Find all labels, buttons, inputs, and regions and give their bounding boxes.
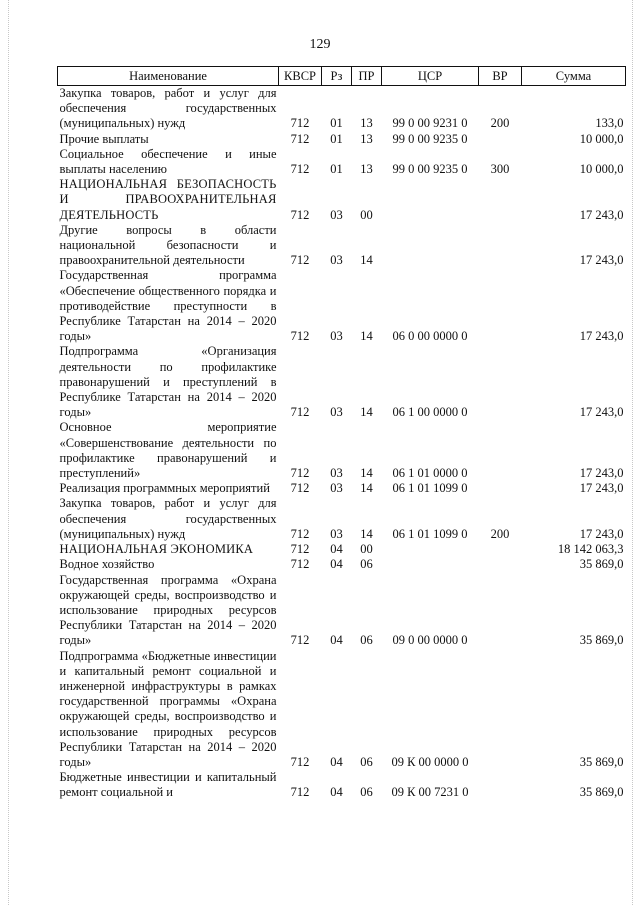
cell-kvsr: 712 <box>290 329 310 344</box>
cell-pr: 14 <box>360 526 373 541</box>
cell-vr <box>479 268 522 344</box>
cell-sum: 35 869,0 <box>579 754 624 769</box>
cell-rz: 03 <box>330 481 343 496</box>
cell-rz: 03 <box>330 526 343 541</box>
cell-vr <box>479 481 522 496</box>
cell-name: Другие вопросы в области национальной безопасности и правоохранительной деятельности <box>59 222 277 268</box>
table-row <box>58 132 626 147</box>
table-row <box>58 223 626 269</box>
header-pr: ПР <box>352 67 382 86</box>
cell-rz: 03 <box>330 466 343 481</box>
cell-vr <box>479 649 522 771</box>
cell-sum: 17 243,0 <box>579 207 624 222</box>
cell-vr <box>479 344 522 420</box>
cell-csr: 99 0 00 9235 0 <box>392 162 468 177</box>
cell-vr: 300 <box>490 162 510 177</box>
cell-kvsr: 712 <box>290 785 310 800</box>
cell-kvsr: 712 <box>290 405 310 420</box>
header-kvsr: КВСР <box>279 67 322 86</box>
cell-kvsr: 712 <box>290 207 310 222</box>
header-csr: ЦСР <box>382 67 479 86</box>
cell-csr: 99 0 00 9235 0 <box>392 131 468 146</box>
cell-name: Бюджетные инвестиции и капитальный ремонт социальной и <box>59 770 277 800</box>
cell-csr <box>382 557 479 572</box>
cell-kvsr: 712 <box>290 481 310 496</box>
cell-sum: 35 869,0 <box>579 633 624 648</box>
cell-name: Государственная программа «Обеспечение общественного порядка и противодействие преступности в Республике Татарстан на 2014 – 2020 годы» <box>59 268 277 344</box>
cell-kvsr: 712 <box>290 526 310 541</box>
scan-edge-left <box>8 0 9 905</box>
cell-pr: 13 <box>360 131 373 146</box>
table-row <box>58 481 626 496</box>
header-vr: ВР <box>479 67 522 86</box>
cell-sum: 133,0 <box>595 116 624 131</box>
cell-kvsr: 712 <box>290 116 310 131</box>
cell-rz: 04 <box>330 542 343 557</box>
table-row <box>58 86 626 132</box>
cell-pr: 14 <box>360 481 373 496</box>
page-number: 129 <box>309 37 331 52</box>
cell-csr: 06 0 00 0000 0 <box>392 329 468 344</box>
cell-sum: 17 243,0 <box>579 481 624 496</box>
cell-pr: 00 <box>360 207 373 222</box>
cell-kvsr: 712 <box>290 557 310 572</box>
cell-sum: 17 243,0 <box>579 329 624 344</box>
cell-sum: 17 243,0 <box>579 253 624 268</box>
scan-edge-right <box>632 0 633 905</box>
cell-sum: 17 243,0 <box>579 526 624 541</box>
cell-pr: 14 <box>360 253 373 268</box>
cell-name: Прочие выплаты <box>59 131 149 146</box>
cell-rz: 01 <box>330 162 343 177</box>
cell-pr: 13 <box>360 162 373 177</box>
cell-csr <box>382 223 479 269</box>
cell-csr <box>382 542 479 557</box>
cell-rz: 01 <box>330 131 343 146</box>
cell-rz: 04 <box>330 557 343 572</box>
cell-pr: 14 <box>360 466 373 481</box>
cell-name: НАЦИОНАЛЬНАЯ БЕЗОПАСНОСТЬ И ПРАВООХРАНИТЕЛЬНАЯ ДЕЯТЕЛЬНОСТЬ <box>59 177 277 222</box>
cell-pr: 06 <box>360 557 373 572</box>
table-row <box>58 573 626 649</box>
cell-kvsr: 712 <box>290 466 310 481</box>
cell-name: Подпрограмма «Бюджетные инвестиции и капитальный ремонт социальной и инженерной инфраструктуры в рамках государственной программы «Охрана окружающей среды, воспроизводство и использование природных ресурсов Республики Татарстан на 2014 – 2020 годы» <box>59 648 277 769</box>
cell-csr <box>382 177 479 223</box>
table-row <box>58 344 626 420</box>
cell-vr <box>479 770 522 800</box>
cell-name: Реализация программных мероприятий <box>59 481 270 496</box>
cell-vr <box>479 420 522 481</box>
cell-vr <box>479 177 522 223</box>
cell-csr: 09 0 00 0000 0 <box>392 633 468 648</box>
cell-rz: 04 <box>330 754 343 769</box>
cell-vr <box>479 542 522 557</box>
cell-pr: 06 <box>360 633 373 648</box>
cell-kvsr: 712 <box>290 754 310 769</box>
cell-name: Подпрограмма «Организация деятельности по профилактике правонарушений и преступлений в Республике Татарстан на 2014 – 2020 годы» <box>59 344 277 420</box>
cell-sum: 10 000,0 <box>579 162 624 177</box>
header-name: Наименование <box>58 67 279 86</box>
cell-vr: 200 <box>490 526 510 541</box>
cell-kvsr: 712 <box>290 253 310 268</box>
cell-rz: 03 <box>330 405 343 420</box>
cell-pr: 14 <box>360 405 373 420</box>
table-header-row <box>58 67 626 86</box>
cell-csr: 06 1 01 1099 0 <box>392 481 468 496</box>
cell-name: Государственная программа «Охрана окружающей среды, воспроизводство и использование природных ресурсов Республики Татарстан на 2014 – 2020 годы» <box>59 572 277 648</box>
cell-name: Основное мероприятие «Совершенствование деятельности по профилактике правонарушений и преступлений» <box>59 420 277 481</box>
table-row <box>58 649 626 771</box>
cell-sum: 35 869,0 <box>579 785 624 800</box>
cell-name: Закупка товаров, работ и услуг для обеспечения государственных (муниципальных) нужд <box>59 496 277 541</box>
cell-rz: 04 <box>330 633 343 648</box>
table-row <box>58 770 626 800</box>
cell-vr <box>479 557 522 572</box>
table-row <box>58 268 626 344</box>
cell-name: Водное хозяйство <box>59 557 155 572</box>
header-rz: Рз <box>322 67 352 86</box>
cell-vr <box>479 223 522 269</box>
cell-sum: 10 000,0 <box>579 131 624 146</box>
cell-rz: 03 <box>330 207 343 222</box>
cell-csr: 09 К 00 0000 0 <box>391 754 469 769</box>
cell-rz: 03 <box>330 253 343 268</box>
cell-sum: 18 142 063,3 <box>557 542 624 557</box>
header-sum: Сумма <box>522 67 626 86</box>
table-row <box>58 557 626 572</box>
cell-csr: 06 1 00 0000 0 <box>392 405 468 420</box>
cell-csr: 06 1 01 0000 0 <box>392 466 468 481</box>
cell-name: НАЦИОНАЛЬНАЯ ЭКОНОМИКА <box>59 542 254 557</box>
cell-csr: 06 1 01 1099 0 <box>392 526 468 541</box>
cell-pr: 06 <box>360 785 373 800</box>
cell-vr: 200 <box>490 116 510 131</box>
cell-kvsr: 712 <box>290 542 310 557</box>
cell-kvsr: 712 <box>290 131 310 146</box>
cell-rz: 03 <box>330 329 343 344</box>
cell-name: Социальное обеспечение и иные выплаты населению <box>59 146 277 177</box>
cell-kvsr: 712 <box>290 162 310 177</box>
cell-sum: 17 243,0 <box>579 466 624 481</box>
cell-rz: 01 <box>330 116 343 131</box>
cell-sum: 35 869,0 <box>579 557 624 572</box>
table-row <box>58 147 626 177</box>
cell-rz: 04 <box>330 785 343 800</box>
table-row <box>58 542 626 557</box>
cell-kvsr: 712 <box>290 633 310 648</box>
cell-vr <box>479 573 522 649</box>
cell-pr: 13 <box>360 116 373 131</box>
budget-table <box>57 66 626 801</box>
cell-sum: 17 243,0 <box>579 405 624 420</box>
cell-name: Закупка товаров, работ и услуг для обеспечения государственных (муниципальных) нужд <box>59 86 277 131</box>
table-row <box>58 177 626 223</box>
cell-vr <box>479 132 522 147</box>
cell-csr: 99 0 00 9231 0 <box>392 116 468 131</box>
cell-pr: 06 <box>360 754 373 769</box>
cell-pr: 14 <box>360 329 373 344</box>
table-row <box>58 420 626 481</box>
cell-csr: 09 К 00 7231 0 <box>391 785 469 800</box>
table-row <box>58 496 626 542</box>
cell-pr: 00 <box>360 542 373 557</box>
